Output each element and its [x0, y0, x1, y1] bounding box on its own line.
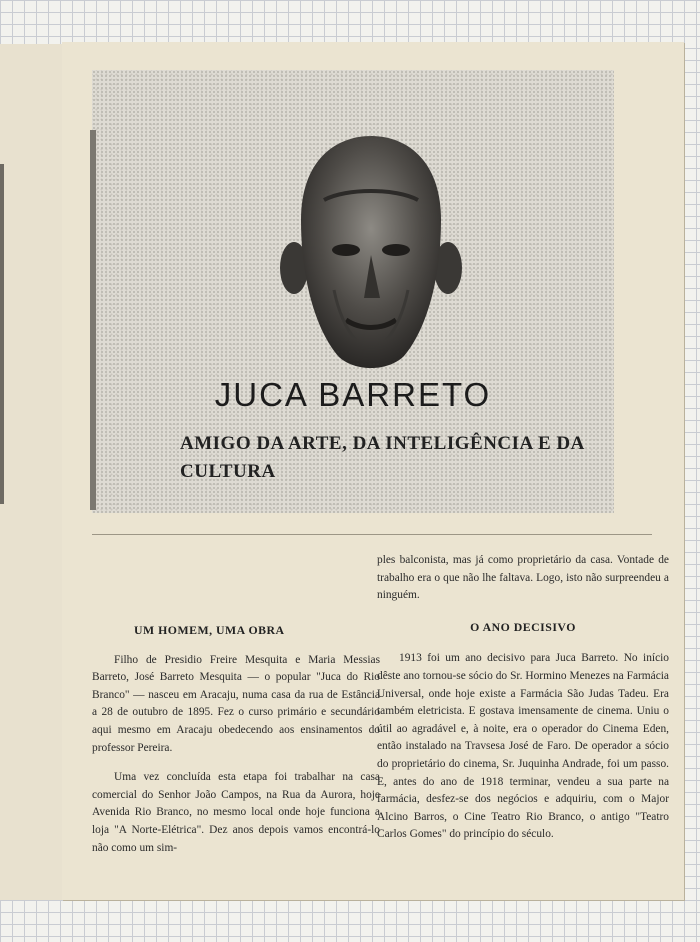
right-column [377, 552, 669, 856]
divider-rule [92, 534, 652, 535]
article-subheadline: AMIGO DA ARTE, DA INTELIGÊNCIA E DA CULTURA [180, 433, 584, 482]
section-title-ano-decisivo: O ANO DECISIVO [470, 619, 576, 634]
section1-paragraph-1: Filho de Presidio Freire Mesquita e Maria Messias Barreto, José Barreto Mesquita — o popular "Juca do Rio Branco" — nasceu em Aracaju, numa casa da rua de Estância a 28 de outubro de 1895. Fez o curso primário e secundário aqui mesmo em Aracaju obedecendo aos ensinamentos do professor Pereira. [92, 653, 380, 754]
section-title-um-homem: UM HOMEM, UMA OBRA [134, 623, 285, 637]
portrait-illustration [276, 130, 466, 376]
portrait-photo-area [92, 70, 614, 513]
left-column [92, 622, 380, 869]
continuation-paragraph: ples balconista, mas já como proprietário da casa. Vontade de trabalho era o que não lhe faltava. Logo, isto não surpreendeu a ninguém. [377, 554, 669, 602]
section2-paragraph-1: 1913 foi um ano decisivo para Juca Barreto. No início dêste ano tornou-se sócio do Sr. Hormino Menezes na Farmácia Universal, onde hoje existe a Farmácia São Judas Tadeu. Era também eletricista. E gostava imensamente de cinema. Uniu o útil ao agradável e, à noite, era o operador do Cinema Eden, então instalado na Travsesa José de Faro. De operador a sócio do proprietário do cinema, Sr. Juquinha Andrade, foi um passo. E, antes do ano de 1918 terminar, vendeu a sua parte na farmácia, desfez-se dos negócios e adquiriu, com o Major Alcino Barros, o Cine Teatro Rio Branco, o antigo "Teatro Carlos Gomes" do princípio do século. [377, 652, 669, 841]
page-fold-shadow [0, 164, 4, 504]
adjacent-page-edge [0, 44, 63, 900]
section1-paragraph-2: Uma vez concluída esta etapa foi trabalhar na casa comercial do Senhor João Campos, na Rua da Aurora, hoje Avenida Rio Branco, no mesmo local onde hoje funciona a loja "A Norte-Elétrica". Dez anos depois vamos encontrá-lo não como um sim- [92, 771, 380, 854]
newspaper-clipping [62, 42, 684, 900]
photo-edge-shadow [90, 130, 96, 510]
article-headline: JUCA BARRETO [214, 376, 492, 413]
